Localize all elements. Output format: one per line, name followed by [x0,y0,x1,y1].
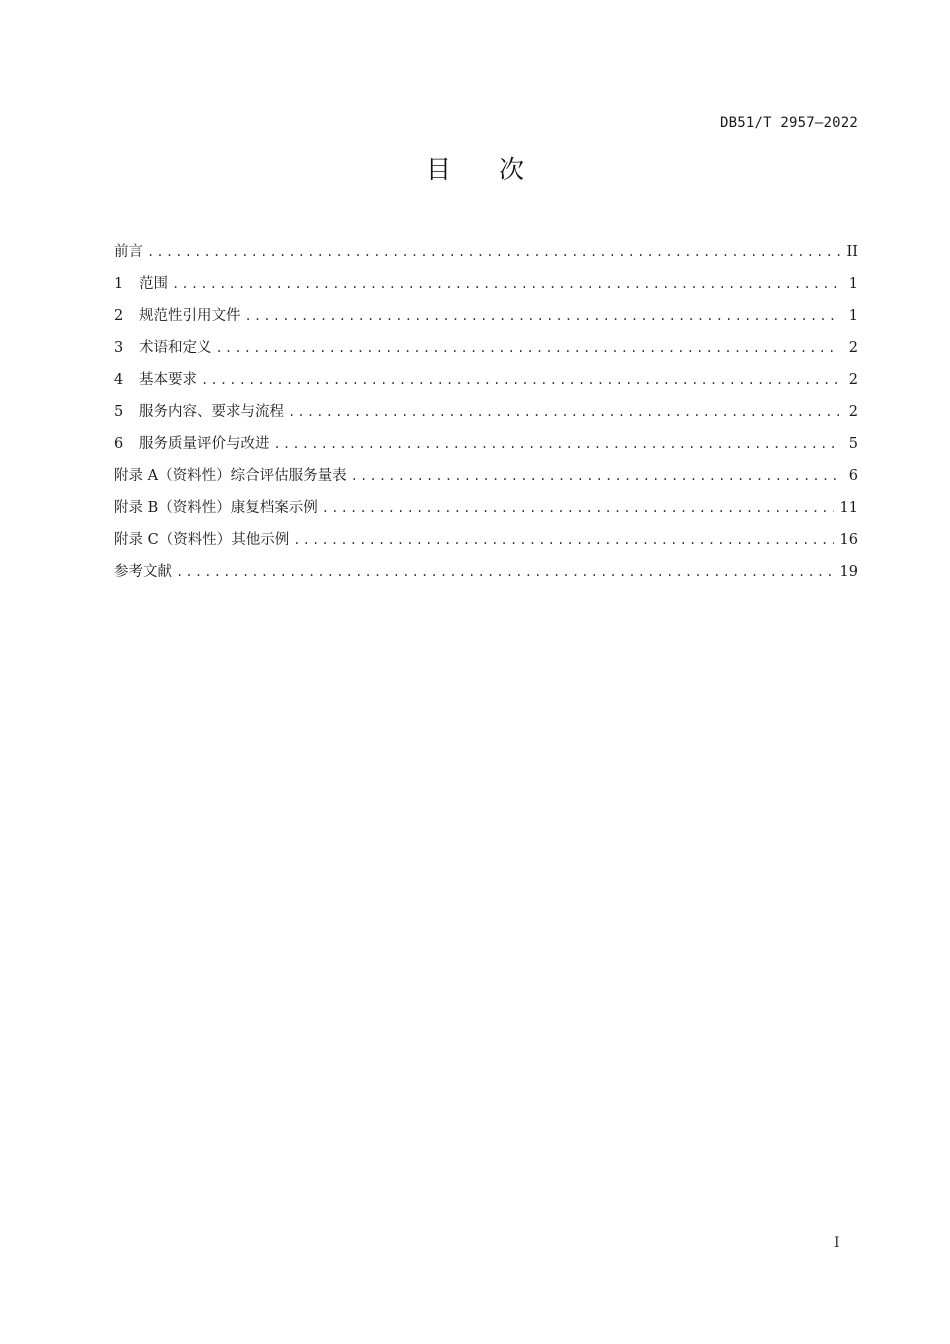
toc-entry-foreword[interactable] [114,236,858,268]
toc-entry-number: 1 [114,276,124,292]
toc-entry-page: 11 [839,500,858,516]
toc-entry-label: 范围 [139,276,168,292]
dot-leader [176,556,834,588]
toc-entry-label: 术语和定义 [139,340,212,356]
toc-entry-label: 基本要求 [139,372,197,388]
toc-entry-label: 参考文献 [114,564,172,580]
toc-entry-terms-definitions[interactable] [114,332,858,364]
toc-entry-number: 3 [114,340,124,356]
toc-entry-label: 附录 B（资料性）康复档案示例 [114,500,318,516]
toc-entry-number: 6 [114,436,124,452]
toc-entry-page: 19 [839,564,858,580]
toc-entry-number: 4 [114,372,124,388]
dot-leader [147,236,840,268]
toc-entry-page: II [846,244,858,260]
toc-entry-page: 6 [848,468,858,484]
toc-entry-normative-references[interactable] [114,300,858,332]
toc-entry-page: 2 [848,404,858,420]
dot-leader [351,460,840,492]
toc-entry-page: 5 [848,436,858,452]
toc-entry-appendix-c[interactable] [114,524,858,556]
toc-entry-number: 2 [114,308,124,324]
toc-entry-page: 1 [848,276,858,292]
toc-entry-label: 服务内容、要求与流程 [139,404,284,420]
toc-entry-service-content[interactable] [114,396,858,428]
dot-leader [172,268,840,300]
dot-leader [288,396,840,428]
toc-entry-label: 附录 A（资料性）综合评估服务量表 [114,468,347,484]
toc-entry-appendix-a[interactable] [114,460,858,492]
toc-entry-bibliography[interactable] [114,556,858,588]
toc-entry-quality-evaluation[interactable] [114,428,858,460]
table-of-contents [114,236,858,588]
toc-entry-appendix-b[interactable] [114,492,858,524]
toc-entry-page: 2 [848,340,858,356]
toc-entry-label: 前言 [114,244,143,260]
toc-entry-label: 规范性引用文件 [139,308,241,324]
toc-entry-page: 1 [848,308,858,324]
standard-code: DB51/T 2957—2022 [719,115,858,131]
toc-entry-page: 16 [839,532,858,548]
dot-leader [201,364,840,396]
toc-entry-label: 附录 C（资料性）其他示例 [114,532,290,548]
dot-leader [245,300,841,332]
toc-entry-scope[interactable] [114,268,858,300]
toc-entry-label: 服务质量评价与改进 [139,436,270,452]
dot-leader [293,524,833,556]
toc-entry-basic-requirements[interactable] [114,364,858,396]
dot-leader [274,428,841,460]
page-title: 目次 [425,155,572,184]
dot-leader [322,492,834,524]
page-number: I [834,1235,840,1251]
toc-entry-number: 5 [114,404,124,420]
toc-entry-page: 2 [848,372,858,388]
dot-leader [216,332,841,364]
